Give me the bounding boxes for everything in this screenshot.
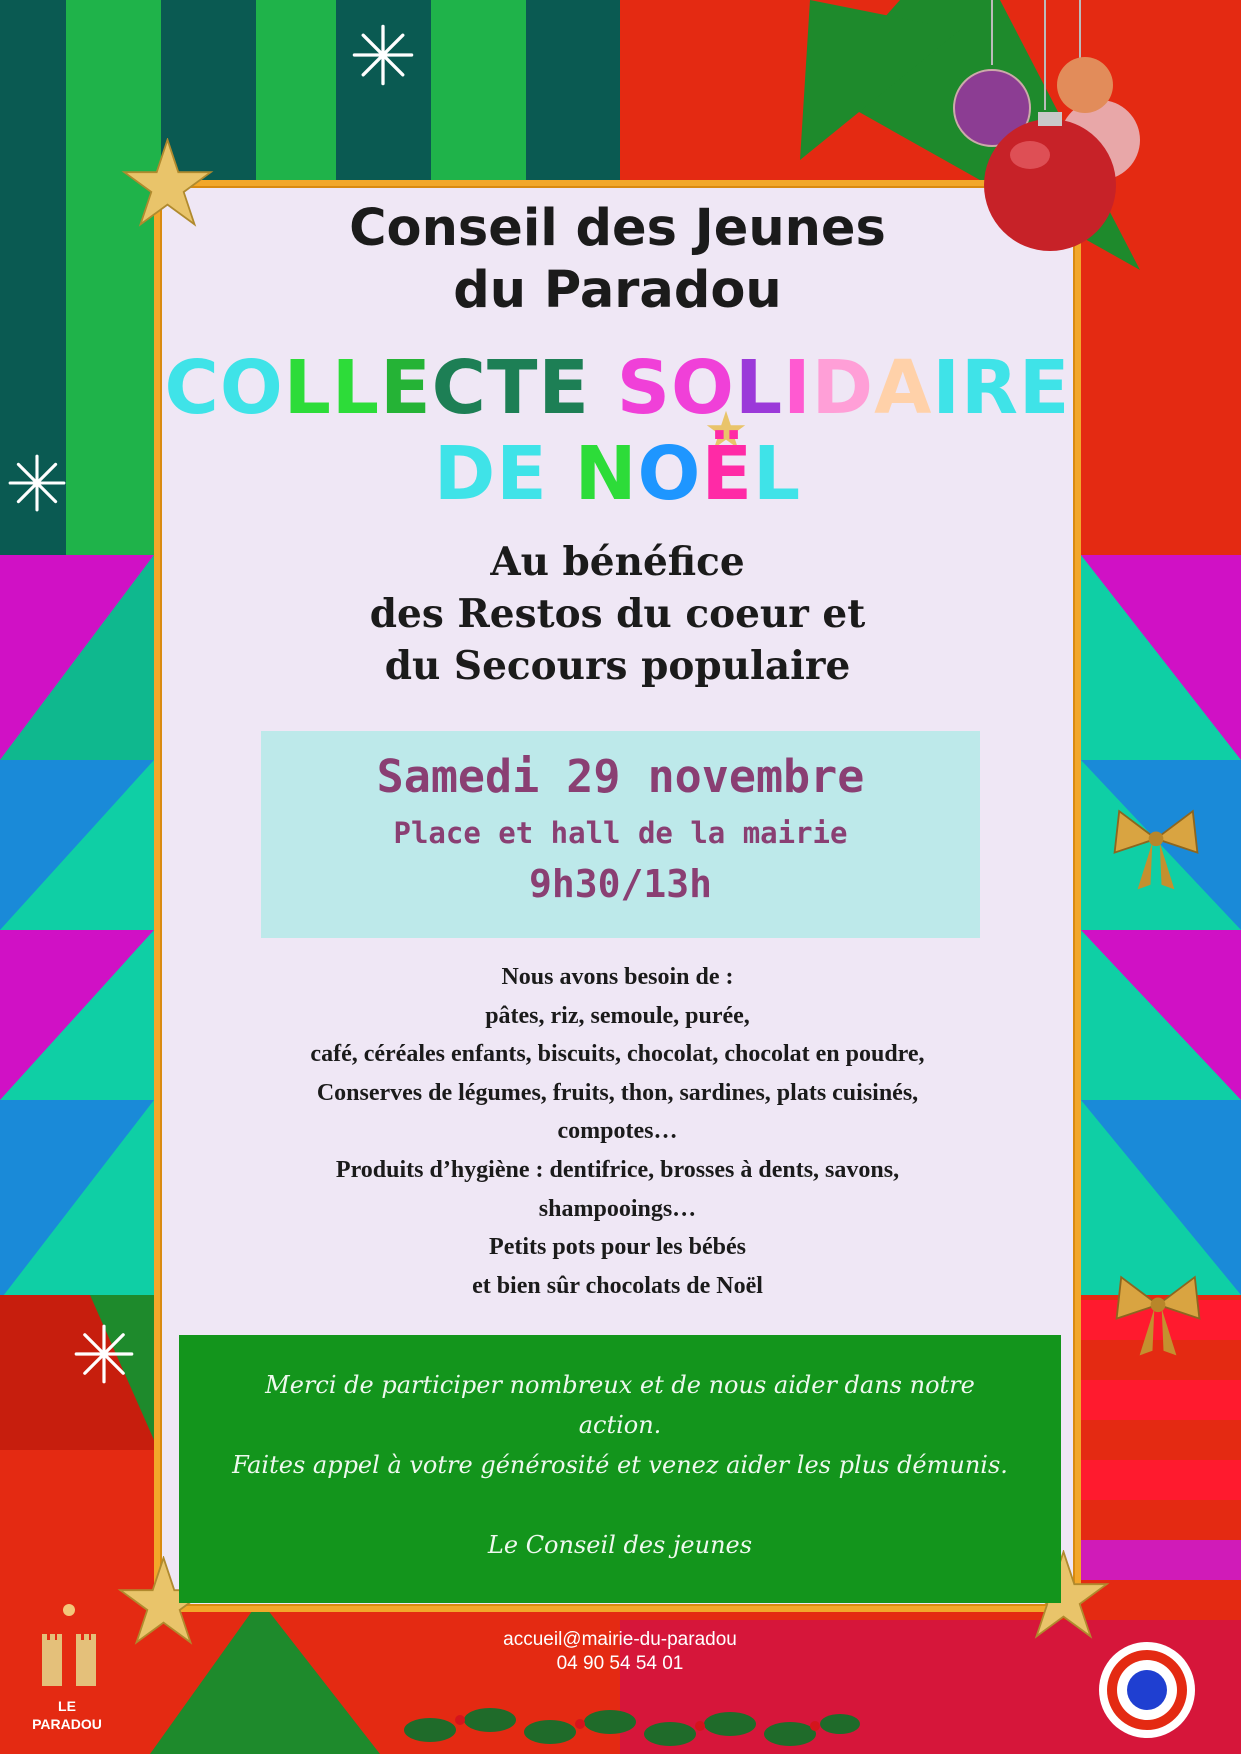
campaign-letter: D [433,431,497,517]
campaign-letter: I [932,345,961,431]
campaign-letter [590,345,617,431]
campaign-letter: O [671,345,735,431]
logo-line-1: LE [58,1698,76,1714]
gold-bow-icon [1110,1268,1206,1360]
needs-line: Petits pots pour les bébés [489,1234,746,1261]
campaign-letter: L [283,345,332,431]
thanks-line-3: Faites appel à votre générosité et venez aider les plus démunis. [232,1451,1008,1479]
needs-line: Conserves de légumes, fruits, thon, sardines, plats cuisinés, [316,1079,919,1106]
organizer-line-1: Conseil des Jeunes [349,199,886,258]
town-logo-text [12,1697,122,1733]
campaign-letter: E [496,431,548,517]
needs-line: shampooings… [538,1195,697,1222]
needs-line: Nous avons besoin de : [501,964,734,990]
campaign-letter: I [783,345,812,431]
campaign-letter: C [164,345,220,431]
campaign-title-line-2 [154,433,1081,515]
organizer-line-2: du Paradou [453,261,782,320]
campaign-letter: E [1018,345,1071,431]
campaign-letter: O [219,345,284,431]
thanks-box [179,1335,1061,1603]
thanks-line-1: Merci de participer nombreux et de nous aider dans notre [265,1371,975,1399]
event-details-box [261,731,980,938]
needs-line: café, céréales enfants, biscuits, chocolat, chocolat en poudre, [310,1041,925,1068]
campaign-title-line-1 [154,347,1081,429]
campaign-letter: D [811,345,875,431]
campaign-letter: S [616,345,672,431]
campaign-letter: A [874,345,933,431]
campaign-letter: L [734,345,784,431]
campaign-letter: R [960,345,1019,431]
beneficiaries-line-1: Au bénéfice [490,539,745,585]
snowflake-icon [350,22,416,88]
contact-phone[interactable]: 04 90 54 54 01 [556,1653,684,1674]
campaign-letter: E [380,345,432,431]
campaign-letter: L [753,431,802,517]
beneficiaries-block [154,536,1081,692]
gold-bow-icon [1108,802,1204,894]
needs-list [154,958,1081,1305]
town-tower-logo-icon [38,1600,100,1690]
organizer-title [154,198,1081,322]
contact-email[interactable]: accueil@mairie-du-paradou [503,1629,737,1650]
snowflake-icon [72,1322,136,1386]
event-hours: 9h30/13h [528,862,713,906]
needs-line: Produits d’hygiène : dentifrice, brosses à dents, savons, [335,1156,900,1183]
campaign-letter: E [538,345,590,431]
republic-roundel-icon [1097,1640,1197,1740]
campaign-letter [548,431,575,517]
beneficiaries-line-3: du Secours populaire [384,643,851,689]
campaign-letter: N [574,431,638,517]
needs-line: compotes… [557,1118,678,1145]
campaign-letter: C [431,345,487,431]
logo-line-2: PARADOU [32,1716,102,1732]
campaign-letter: Ë [701,431,754,517]
thanks-line-2: action. [578,1411,662,1439]
needs-line: et bien sûr chocolats de Noël [472,1272,763,1299]
campaign-letter: T [486,345,539,431]
contact-footer [420,1628,820,1676]
snowflake-icon [6,452,68,514]
holly-garland-icon [400,1680,860,1754]
event-date: Samedi 29 novembre [376,750,865,803]
thanks-signature: Le Conseil des jeunes [487,1531,753,1559]
event-place: Place et hall de la mairie [393,816,848,850]
needs-line: pâtes, riz, semoule, purée, [485,1002,750,1029]
campaign-letter: O [637,431,702,517]
campaign-letter: L [331,345,381,431]
beneficiaries-line-2: des Restos du coeur et [369,591,866,637]
